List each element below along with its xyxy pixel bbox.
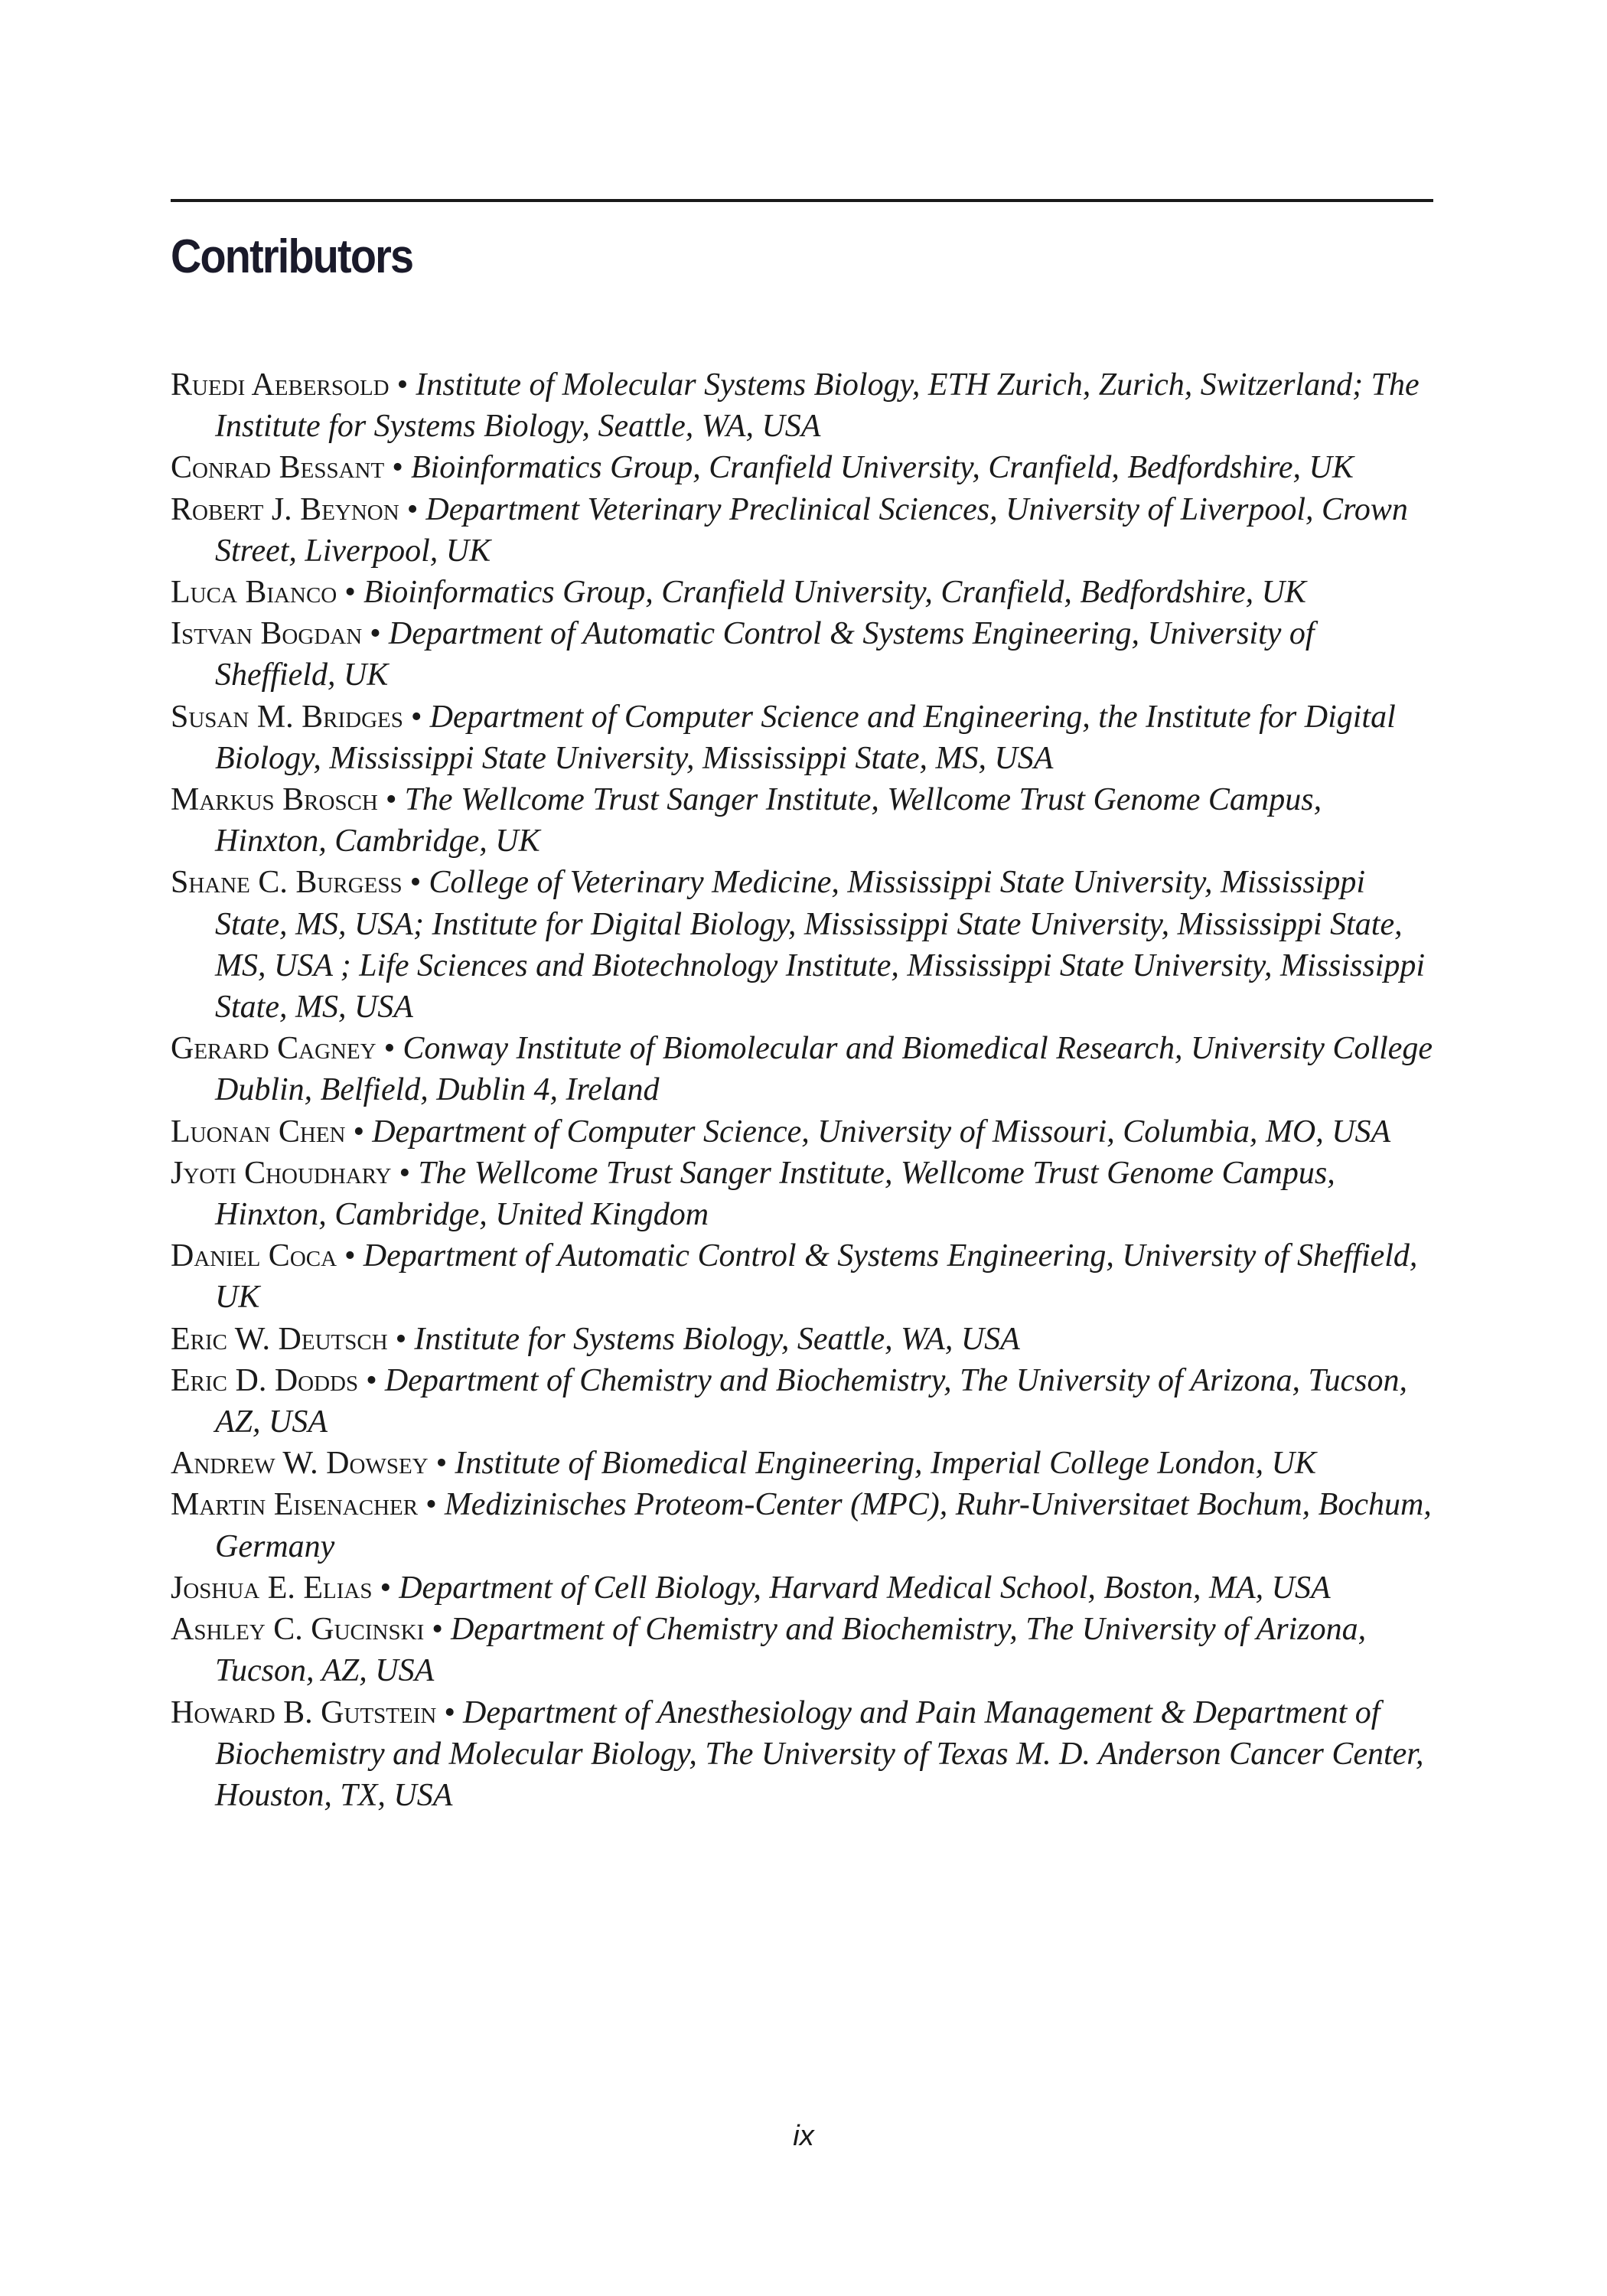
contributor-name: Conrad Bessant bbox=[171, 450, 385, 486]
contributor-name: Luca Bianco bbox=[171, 575, 337, 611]
contributor-entry bbox=[171, 1319, 1441, 1360]
top-rule-divider bbox=[171, 199, 1433, 202]
bullet-separator: • bbox=[410, 699, 422, 735]
bullet-separator: • bbox=[383, 1031, 396, 1067]
contributor-name: Martin Eisenacher bbox=[171, 1487, 419, 1523]
contributor-name: Jyoti Choudhary bbox=[171, 1155, 392, 1191]
contributor-entry bbox=[171, 1692, 1441, 1817]
contributor-name: Eric D. Dodds bbox=[171, 1362, 359, 1398]
contributor-entry bbox=[171, 1443, 1441, 1484]
contributor-entry bbox=[171, 1235, 1441, 1318]
contributor-affiliation: Department of Automatic Control & Systems Engineering, University of Sheffield, UK bbox=[215, 616, 1315, 693]
bullet-separator: • bbox=[344, 1238, 356, 1274]
contributor-entry bbox=[171, 1484, 1441, 1567]
contributor-name: Ruedi Aebersold bbox=[171, 367, 390, 403]
bullet-separator: • bbox=[353, 1114, 365, 1150]
contributor-affiliation: Institute for Systems Biology, Seattle, WA, USA bbox=[414, 1321, 1020, 1357]
contributor-entry bbox=[171, 1153, 1441, 1235]
bullet-separator: • bbox=[432, 1612, 443, 1648]
contributor-entry bbox=[171, 1360, 1441, 1443]
contributor-name: Ashley C. Gucinski bbox=[171, 1612, 425, 1648]
contributor-name: Luonan Chen bbox=[171, 1114, 346, 1150]
contributor-affiliation: The Wellcome Trust Sanger Institute, Wellcome Trust Genome Campus, Hinxton, Cambridge, United Kingdom bbox=[215, 1155, 1335, 1233]
bullet-separator: • bbox=[344, 575, 356, 611]
contributor-affiliation: The Wellcome Trust Sanger Institute, Wellcome Trust Genome Campus, Hinxton, Cambridge, UK bbox=[215, 782, 1322, 859]
contributor-name: Robert J. Beynon bbox=[171, 491, 399, 527]
contributor-affiliation: Bioinformatics Group, Cranfield University, Cranfield, Bedfordshire, UK bbox=[363, 575, 1306, 611]
contributor-entry bbox=[171, 1111, 1441, 1153]
contributor-entry bbox=[171, 364, 1441, 447]
page-number: ix bbox=[793, 2120, 814, 2152]
contributor-affiliation: Department of Chemistry and Biochemistry, The University of Arizona, Tucson, AZ, USA bbox=[215, 1362, 1407, 1440]
contributor-name: Gerard Cagney bbox=[171, 1031, 376, 1067]
contributor-entry bbox=[171, 779, 1441, 862]
contributor-affiliation: College of Veterinary Medicine, Mississippi State University, Mississippi State, MS, USA; Institute for Digital Biology, Mississippi State University, Mississippi State, MS, USA ; Life Sciences and Biotechnology Institute, Mississippi State University, Mississippi State, MS, USA bbox=[215, 865, 1426, 1026]
contributor-name: Joshua E. Elias bbox=[171, 1570, 373, 1606]
contributor-affiliation: Department of Cell Biology, Harvard Medical School, Boston, MA, USA bbox=[399, 1570, 1331, 1606]
contributor-affiliation: Bioinformatics Group, Cranfield University, Cranfield, Bedfordshire, UK bbox=[410, 450, 1354, 486]
contributor-entry bbox=[171, 613, 1441, 696]
bullet-separator: • bbox=[396, 367, 409, 403]
bullet-separator: • bbox=[399, 1155, 411, 1191]
contributor-entry bbox=[171, 1028, 1441, 1110]
contributor-affiliation: Department of Anesthesiology and Pain Management & Department of Biochemistry and Molecular Biology, The University of Texas M. D. Anderson Cancer Center, Houston, TX, USA bbox=[215, 1694, 1424, 1813]
bullet-separator: • bbox=[406, 491, 419, 527]
bullet-separator: • bbox=[392, 450, 403, 486]
contributor-entry bbox=[171, 1609, 1441, 1691]
bullet-separator: • bbox=[425, 1487, 437, 1523]
contributor-affiliation: Medizinisches Proteom-Center (MPC), Ruhr-Universitaet Bochum, Bochum, Germany bbox=[215, 1487, 1432, 1564]
contributor-name: Howard B. Gutstein bbox=[171, 1694, 437, 1730]
contributor-affiliation: Department Veterinary Preclinical Sciences, University of Liverpool, Crown Street, Liverpool, UK bbox=[215, 491, 1408, 569]
bullet-separator: • bbox=[395, 1321, 407, 1357]
contributor-name: Eric W. Deutsch bbox=[171, 1321, 388, 1357]
contributor-name: Istvan Bogdan bbox=[171, 616, 363, 652]
bullet-separator: • bbox=[409, 865, 422, 901]
contributor-entry bbox=[171, 862, 1441, 1028]
contributor-affiliation: Department of Computer Science, University of Missouri, Columbia, MO, USA bbox=[372, 1114, 1391, 1150]
contributor-name: Susan M. Bridges bbox=[171, 699, 403, 735]
contributor-affiliation: Institute of Molecular Systems Biology, ETH Zurich, Zurich, Switzerland; The Institute for Systems Biology, Seattle, WA, USA bbox=[215, 367, 1420, 445]
bullet-separator: • bbox=[435, 1446, 448, 1482]
contributor-entry bbox=[171, 572, 1441, 613]
bullet-separator: • bbox=[370, 616, 381, 652]
bullet-separator: • bbox=[444, 1694, 456, 1730]
contributor-affiliation: Department of Computer Science and Engineering, the Institute for Digital Biology, Mississippi State University, Mississippi State, MS, USA bbox=[215, 699, 1396, 776]
contributor-entry bbox=[171, 1567, 1441, 1609]
contributor-affiliation: Department of Automatic Control & Systems Engineering, University of Sheffield, UK bbox=[215, 1238, 1418, 1316]
page-title: Contributors bbox=[171, 230, 413, 283]
contributor-affiliation: Conway Institute of Biomolecular and Biomedical Research, University College Dublin, Belfield, Dublin 4, Ireland bbox=[215, 1031, 1433, 1108]
bullet-separator: • bbox=[366, 1362, 377, 1398]
bullet-separator: • bbox=[385, 782, 397, 818]
contributor-entry bbox=[171, 696, 1441, 779]
contributor-entry bbox=[171, 447, 1441, 488]
contributors-list bbox=[171, 364, 1441, 1816]
contributor-name: Daniel Coca bbox=[171, 1238, 337, 1274]
contributor-affiliation: Department of Chemistry and Biochemistry, The University of Arizona, Tucson, AZ, USA bbox=[215, 1612, 1367, 1689]
contributor-entry bbox=[171, 489, 1441, 572]
contributor-name: Shane C. Burgess bbox=[171, 865, 403, 901]
contributor-name: Andrew W. Dowsey bbox=[171, 1446, 429, 1482]
contributor-affiliation: Institute of Biomedical Engineering, Imperial College London, UK bbox=[455, 1446, 1317, 1482]
contributor-name: Markus Brosch bbox=[171, 782, 378, 818]
bullet-separator: • bbox=[380, 1570, 392, 1606]
